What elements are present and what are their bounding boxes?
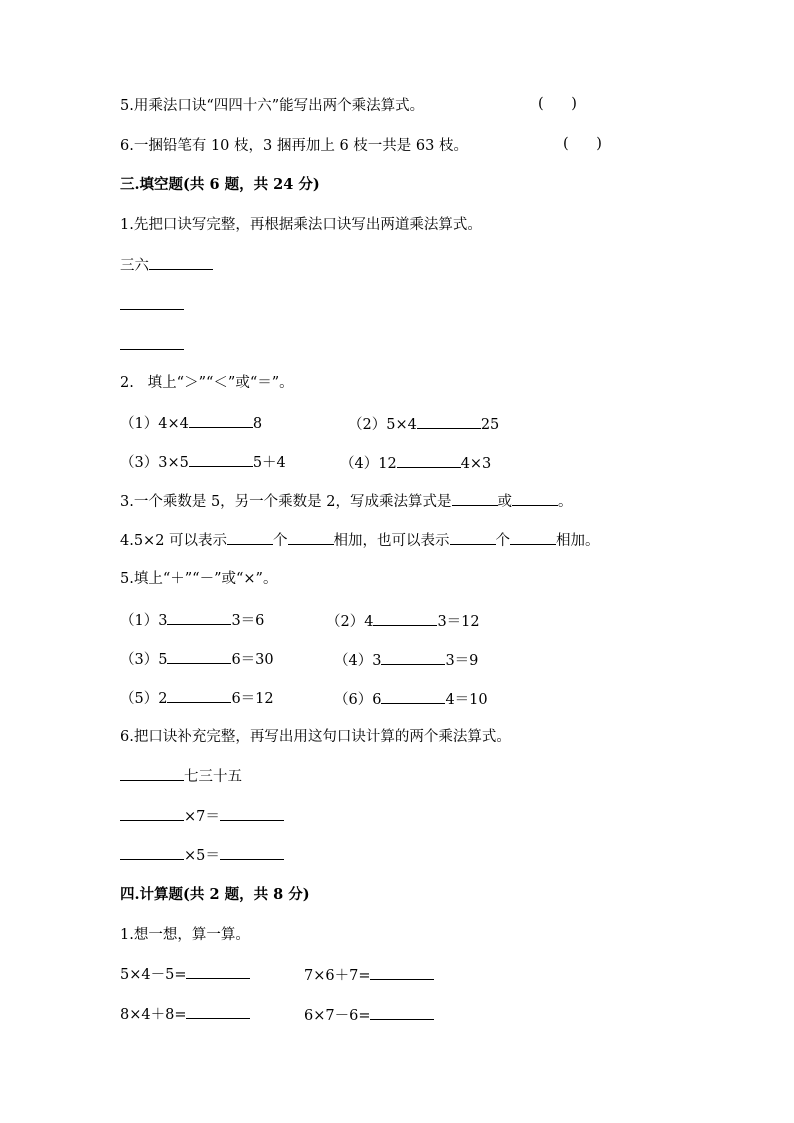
s3-q5-item-4-left: （4）3 (334, 653, 382, 669)
s3-q1-rhyme-line (120, 255, 213, 276)
s4-q1-item-1 (120, 964, 250, 985)
s3-q5-item-5-right: 6＝12 (231, 691, 274, 707)
judge-q6-answer-paren[interactable]: ( ) (563, 136, 602, 152)
s3-q1-rhyme-blank[interactable] (149, 255, 213, 270)
s3-q3 (120, 491, 573, 512)
s4-q1-item-3-expr: 8×4＋8= (120, 1007, 187, 1023)
s3-q5-item-4-right: 3＝9 (445, 653, 479, 669)
judge-q5-answer-paren[interactable]: ( ) (538, 96, 577, 112)
s3-q2-item-3-left: （3）3×5 (120, 455, 189, 471)
s3-q4-end: 相加。 (556, 533, 600, 549)
s3-q4-ge-2: 个 (495, 533, 511, 549)
s3-q4-blank-4[interactable] (510, 530, 556, 545)
s3-q5-item-5-blank[interactable] (167, 688, 231, 703)
s3-q2-item-2-blank[interactable] (417, 414, 481, 429)
s3-q4-mid: 相加，也可以表示 (333, 533, 450, 549)
s3-q4 (120, 530, 600, 551)
s3-q5-item-2-right: 3＝12 (437, 614, 480, 630)
s3-q5-item-6 (334, 688, 488, 709)
s3-q5-item-6-left: （6）6 (334, 692, 382, 708)
s3-q2-item-1 (120, 413, 262, 434)
s3-q4-blank-3[interactable] (450, 530, 496, 545)
s3-q5-item-1-blank[interactable] (167, 610, 231, 625)
s3-q5-item-3-blank[interactable] (167, 649, 231, 664)
s3-q2-item-1-right: 8 (252, 416, 263, 432)
s4-q1-item-4 (304, 1004, 434, 1025)
s3-q5-item-2-blank[interactable] (373, 611, 437, 626)
s3-q5-item-3-right: 6＝30 (231, 652, 274, 668)
s4-q1-item-2-blank[interactable] (370, 965, 434, 980)
s3-q2-item-2 (348, 413, 499, 434)
s3-q6-eq-1-blank-b[interactable] (220, 806, 284, 821)
s4-q1-item-4-blank[interactable] (370, 1005, 434, 1020)
s3-q6-eq-1 (120, 806, 284, 827)
s3-q5-item-3-left: （3）5 (120, 652, 168, 668)
s3-q6-rhyme: 七三十五 (184, 769, 242, 785)
s4-q1-item-4-expr: 6×7－6= (304, 1008, 371, 1024)
s3-q3-blank-1[interactable] (452, 491, 498, 506)
s3-q1-equation-line-2 (120, 335, 184, 356)
s3-q2-text: 2. 填上“＞”“＜”或“＝”。 (120, 375, 294, 391)
judge-q6 (120, 136, 468, 156)
judge-q6-text: 6.一捆铅笔有 10 枝，3 捆再加上 6 枝一共是 63 枝。 (120, 138, 468, 154)
s3-q5-item-5-left: （5）2 (120, 691, 168, 707)
s3-q6-eq-2-blank-b[interactable] (220, 845, 284, 860)
s3-q5-item-6-blank[interactable] (381, 689, 445, 704)
s3-q3-text: 3.一个乘数是 5，另一个乘数是 2，写成乘法算式是 (120, 494, 452, 510)
s3-q2-item-4-blank[interactable] (397, 453, 461, 468)
s4-q1-item-1-blank[interactable] (186, 964, 250, 979)
s3-q1-equation-blank-1[interactable] (120, 295, 184, 310)
s3-q5-item-1-left: （1）3 (120, 613, 168, 629)
s4-q1-text: 1.想一想，算一算。 (120, 927, 250, 943)
s3-q6-eq-2 (120, 845, 284, 866)
judge-q5 (120, 96, 424, 116)
s4-q1-item-1-expr: 5×4－5= (120, 967, 187, 983)
s3-q5-item-1-right: 3＝6 (231, 613, 265, 629)
s3-q2-item-2-right: 25 (480, 417, 500, 433)
s3-q2-item-3 (120, 452, 286, 473)
s4-q1-item-3-blank[interactable] (186, 1004, 250, 1019)
section3-title: 三.填空题(共 6 题，共 24 分) (120, 176, 320, 193)
s3-q5-item-6-right: 4＝10 (445, 692, 488, 708)
s3-q1-text: 1.先把口诀写完整，再根据乘法口诀写出两道乘法算式。 (120, 217, 482, 233)
s3-q2-item-4-left: （4）12 (340, 456, 397, 472)
s3-q2-item-4-right: 4×3 (460, 456, 492, 472)
s3-q5-item-3 (120, 649, 274, 670)
s3-q1-equation-line-1 (120, 295, 184, 316)
s4-q1-item-3 (120, 1004, 250, 1025)
s3-q3-blank-2[interactable] (512, 491, 558, 506)
s3-q6-eq-2-op: ×5＝ (184, 848, 220, 864)
s3-q6-rhyme-line (120, 766, 242, 787)
s3-q5-item-1 (120, 610, 264, 631)
s3-q6-text: 6.把口诀补充完整，再写出用这句口诀计算的两个乘法算式。 (120, 729, 511, 745)
s3-q2-item-4 (340, 452, 491, 473)
s3-q6-eq-1-op: ×7＝ (184, 809, 220, 825)
s3-q6-rhyme-blank[interactable] (120, 766, 184, 781)
s3-q5-item-2-left: （2）4 (326, 614, 374, 630)
s3-q1-prompt: 三六 (120, 258, 149, 274)
s3-q5-item-2 (326, 610, 480, 631)
s3-q2-item-3-right: 5＋4 (252, 455, 286, 471)
s3-q6-eq-1-blank-a[interactable] (120, 806, 184, 821)
judge-q5-text: 5.用乘法口诀“四四十六”能写出两个乘法算式。 (120, 98, 425, 114)
s3-q2-item-3-blank[interactable] (189, 452, 253, 467)
s4-q1-item-2-expr: 7×6＋7= (304, 968, 371, 984)
s3-q4-text: 4.5×2 可以表示 (120, 533, 228, 549)
s3-q1-equation-blank-2[interactable] (120, 335, 184, 350)
section4-title: 四.计算题(共 2 题，共 8 分) (120, 886, 310, 903)
s3-q5-item-5 (120, 688, 274, 709)
s3-q2-item-1-left: （1）4×4 (120, 416, 189, 432)
s3-q5-text: 5.填上“＋”“－”或“×”。 (120, 571, 278, 587)
s3-q4-blank-2[interactable] (288, 530, 334, 545)
s3-q4-blank-1[interactable] (227, 530, 273, 545)
s3-q4-ge-1: 个 (273, 533, 288, 549)
s3-q5-item-4 (334, 649, 478, 670)
s3-q6-eq-2-blank-a[interactable] (120, 845, 184, 860)
s3-q2-item-1-blank[interactable] (189, 413, 253, 428)
s4-q1-item-2 (304, 964, 434, 985)
s3-q2-item-2-left: （2）5×4 (348, 417, 417, 433)
s3-q5-item-4-blank[interactable] (381, 650, 445, 665)
s3-q3-or: 或 (497, 494, 513, 510)
s3-q3-end: 。 (558, 494, 573, 510)
